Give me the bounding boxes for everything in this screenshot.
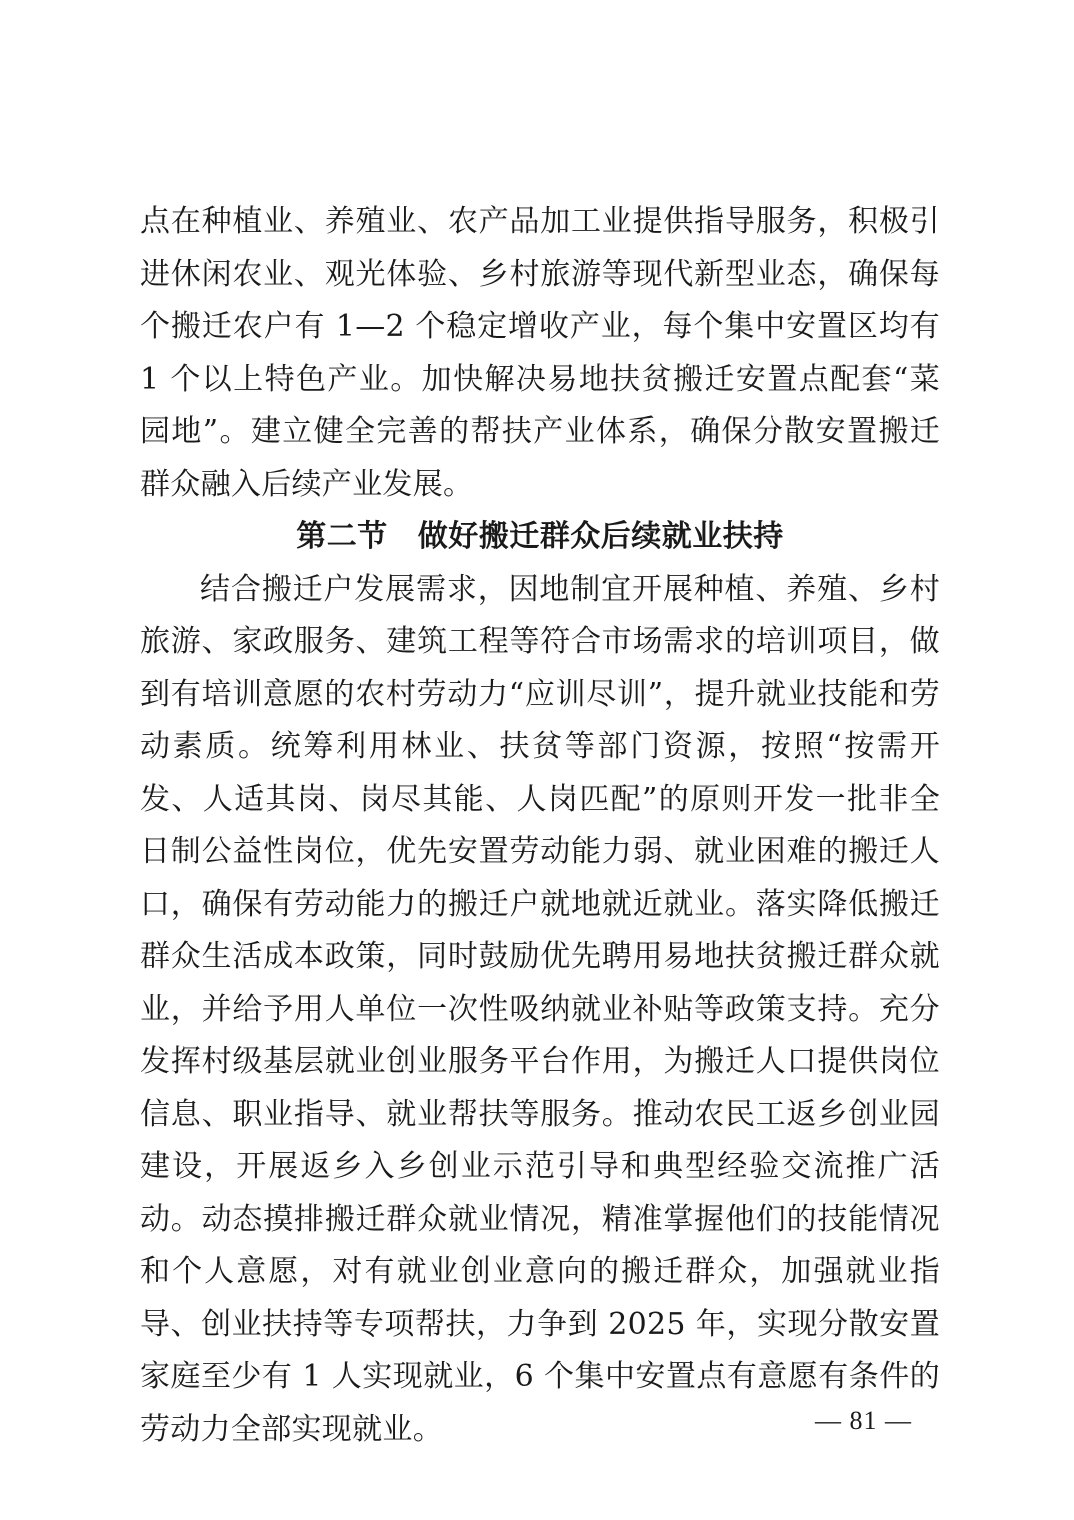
section-heading [140,511,940,564]
section-number: 第二节 [296,519,388,554]
paragraph-continued: 点在种植业、养殖业、农产品加工业提供指导服务，积极引进休闲农业、观光体验、乡村旅游等现代新型业态，确保每个搬迁农户有 1—2 个稳定增收产业，每个集中安置区均有 1 个以上特色产业。加快解决易地扶贫搬迁安置点配套“菜园地”。建立健全完善的帮扶产业体系，确保分散安置搬迁群众融入后续产业发展。 [140,204,940,502]
paragraph-employment: 结合搬迁户发展需求，因地制宜开展种植、养殖、乡村旅游、家政服务、建筑工程等符合市场需求的培训项目，做到有培训意愿的农村劳动力“应训尽训”，提升就业技能和劳动素质。统筹利用林业、扶贫等部门资源，按照“按需开发、人适其岗、岗尽其能、人岗匹配”的原则开发一批非全日制公益性岗位，优先安置劳动能力弱、就业困难的搬迁人口，确保有劳动能力的搬迁户就地就近就业。落实降低搬迁群众生活成本政策，同时鼓励优先聘用易地扶贫搬迁群众就业，并给予用人单位一次性吸纳就业补贴等政策支持。充分发挥村级基层就业创业服务平台作用，为搬迁人口提供岗位信息、职业指导、就业帮扶等服务。推动农民工返乡创业园建设，开展返乡入乡创业示范引导和典型经验交流推广活动。动态摸排搬迁群众就业情况，精准掌握他们的技能情况和个人意愿，对有就业创业意向的搬迁群众，加强就业指导、创业扶持等专项帮扶，力争到 2025 年，实现分散安置家庭至少有 1 人实现就业，6 个集中安置点有意愿有条件的劳动力全部实现就业。 [140,571,940,1447]
page-number: — 81 — [815,1406,912,1435]
section-title: 做好搬迁群众后续就业扶持 [417,519,784,554]
page-body [140,196,940,1456]
